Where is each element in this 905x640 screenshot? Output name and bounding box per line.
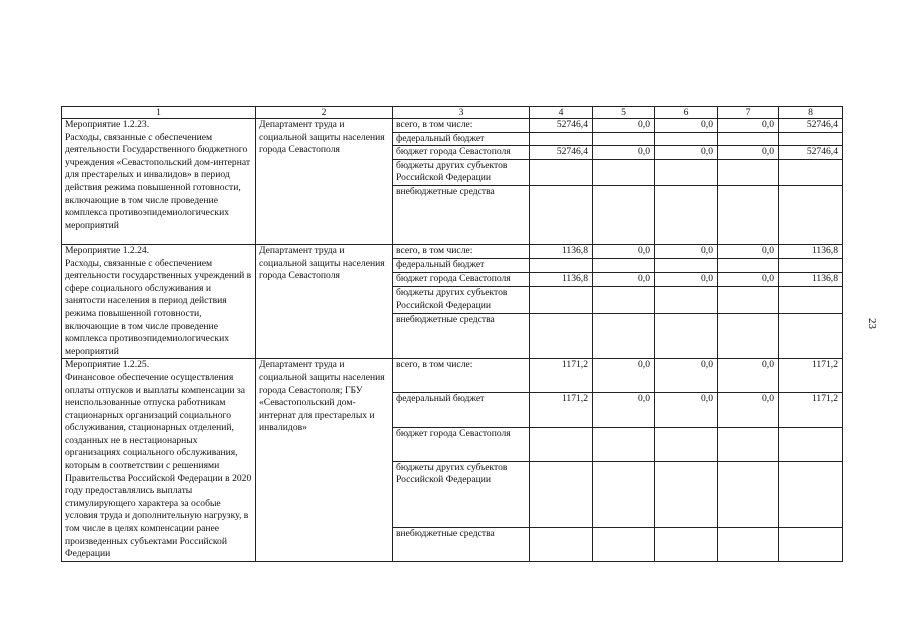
- value-cell: [593, 527, 655, 561]
- value-cell: 0,0: [655, 273, 718, 287]
- value-cell: 0,0: [593, 244, 655, 258]
- source-cell: бюджет города Севастополя: [393, 273, 530, 287]
- value-cell: [655, 527, 718, 561]
- source-cell: бюджеты других субъектов Российской Федерации: [393, 159, 530, 185]
- value-cell: [530, 314, 593, 359]
- value-cell: 0,0: [718, 244, 779, 258]
- source-cell: внебюджетные средства: [393, 314, 530, 359]
- value-cell: 1136,8: [530, 273, 593, 287]
- source-cell: бюджет города Севастополя: [393, 427, 530, 461]
- value-cell: 0,0: [593, 146, 655, 160]
- value-cell: 1136,8: [530, 244, 593, 258]
- value-cell: 0,0: [718, 146, 779, 160]
- value-cell: 52746,4: [779, 146, 843, 160]
- value-cell: 0,0: [655, 393, 718, 427]
- value-cell: [530, 287, 593, 314]
- source-cell: всего, в том числе:: [393, 244, 530, 258]
- value-cell: [718, 132, 779, 146]
- value-cell: [779, 132, 843, 146]
- value-cell: [779, 461, 843, 527]
- value-cell: [655, 259, 718, 273]
- column-header: 5: [593, 107, 655, 119]
- column-header: 2: [256, 107, 393, 119]
- executor-cell: Департамент труда и социальной защиты населения города Севастополя: [256, 119, 393, 245]
- value-cell: [718, 287, 779, 314]
- value-cell: 0,0: [593, 393, 655, 427]
- value-cell: [779, 259, 843, 273]
- value-cell: 1171,2: [530, 359, 593, 393]
- value-cell: [718, 527, 779, 561]
- value-cell: [779, 527, 843, 561]
- source-cell: бюджет города Севастополя: [393, 146, 530, 160]
- page-number: 23: [866, 318, 878, 329]
- source-cell: всего, в том числе:: [393, 359, 530, 393]
- value-cell: [593, 314, 655, 359]
- value-cell: [593, 259, 655, 273]
- value-cell: [779, 314, 843, 359]
- source-cell: внебюджетные средства: [393, 527, 530, 561]
- value-cell: [655, 185, 718, 244]
- value-cell: [655, 314, 718, 359]
- event-description: Мероприятие 1.2.25. Финансовое обеспечение осуществления оплаты отпусков и выплаты компенсации за неиспользованные отпуска работникам стационарных организаций социального обслуживания, стационарных отделений, созданных не в нестационарных организациях социального обслуживания, которым в соответствии с решениями Правительства Российской Федерации в 2020 году предоставлялись выплаты стимулирующего характера за особые условия труда и дополнительную нагрузку, в том числе в целях компенсации ранее произведенных субъектами Российской Федерации: [62, 359, 256, 562]
- value-cell: [530, 185, 593, 244]
- value-cell: [530, 132, 593, 146]
- value-cell: 0,0: [655, 146, 718, 160]
- value-cell: [718, 259, 779, 273]
- value-cell: [655, 132, 718, 146]
- column-header: 7: [718, 107, 779, 119]
- column-header: 3: [393, 107, 530, 119]
- value-cell: [530, 461, 593, 527]
- source-cell: федеральный бюджет: [393, 393, 530, 427]
- value-cell: 0,0: [593, 273, 655, 287]
- value-cell: 1171,2: [779, 359, 843, 393]
- value-cell: [593, 287, 655, 314]
- value-cell: [593, 159, 655, 185]
- value-cell: 1171,2: [779, 393, 843, 427]
- value-cell: [718, 314, 779, 359]
- value-cell: [593, 461, 655, 527]
- source-cell: внебюджетные средства: [393, 185, 530, 244]
- budget-table: [61, 106, 843, 562]
- value-cell: [779, 287, 843, 314]
- value-cell: [718, 427, 779, 461]
- value-cell: [779, 427, 843, 461]
- value-cell: [718, 185, 779, 244]
- value-cell: [779, 185, 843, 244]
- value-cell: [593, 185, 655, 244]
- value-cell: [530, 259, 593, 273]
- source-cell: федеральный бюджет: [393, 259, 530, 273]
- value-cell: [718, 461, 779, 527]
- value-cell: [530, 427, 593, 461]
- value-cell: [655, 159, 718, 185]
- value-cell: 0,0: [718, 393, 779, 427]
- value-cell: 1136,8: [779, 273, 843, 287]
- column-header: 8: [779, 107, 843, 119]
- column-header: 1: [62, 107, 256, 119]
- value-cell: 52746,4: [530, 146, 593, 160]
- value-cell: [530, 159, 593, 185]
- value-cell: 1171,2: [530, 393, 593, 427]
- executor-cell: Департамент труда и социальной защиты населения города Севастополя: [256, 244, 393, 358]
- source-cell: бюджеты других субъектов Российской Федерации: [393, 287, 530, 314]
- value-cell: 0,0: [593, 359, 655, 393]
- event-description: Мероприятие 1.2.23. Расходы, связанные с обеспечением деятельности Государственного бюджетного учреждения «Севастопольский дом-интернат для престарелых и инвалидов» в период действия режима повышенной готовности, включающие в том числе проведение комплекса противоэпидемиологических мероприятий: [62, 119, 256, 245]
- value-cell: 0,0: [718, 273, 779, 287]
- table-row: [62, 119, 843, 133]
- value-cell: [655, 427, 718, 461]
- source-cell: бюджеты других субъектов Российской Федерации: [393, 461, 530, 527]
- column-header: 6: [655, 107, 718, 119]
- event-description: Мероприятие 1.2.24. Расходы, связанные с обеспечением деятельности государственных учреждений в сфере социального обслуживания и занятости населения в период действия режима повышенной готовности, включающие в том числе проведение комплекса противоэпидемиологических мероприятий: [62, 244, 256, 358]
- value-cell: [655, 461, 718, 527]
- value-cell: 0,0: [655, 244, 718, 258]
- value-cell: [530, 527, 593, 561]
- value-cell: 1136,8: [779, 244, 843, 258]
- value-cell: [593, 132, 655, 146]
- value-cell: [593, 427, 655, 461]
- value-cell: 0,0: [593, 119, 655, 133]
- executor-cell: Департамент труда и социальной защиты населения города Севастополя; ГБУ «Севастопольский дом-интернат для престарелых и инвалидов»: [256, 359, 393, 562]
- column-header: 4: [530, 107, 593, 119]
- value-cell: [718, 159, 779, 185]
- source-cell: федеральный бюджет: [393, 132, 530, 146]
- value-cell: [779, 159, 843, 185]
- value-cell: [655, 287, 718, 314]
- value-cell: 0,0: [655, 119, 718, 133]
- source-cell: всего, в том числе:: [393, 119, 530, 133]
- value-cell: 0,0: [718, 359, 779, 393]
- value-cell: 0,0: [655, 359, 718, 393]
- table-row: [62, 359, 843, 393]
- table-row: [62, 244, 843, 258]
- header-row: [62, 107, 843, 119]
- value-cell: 52746,4: [530, 119, 593, 133]
- value-cell: 0,0: [718, 119, 779, 133]
- value-cell: 52746,4: [779, 119, 843, 133]
